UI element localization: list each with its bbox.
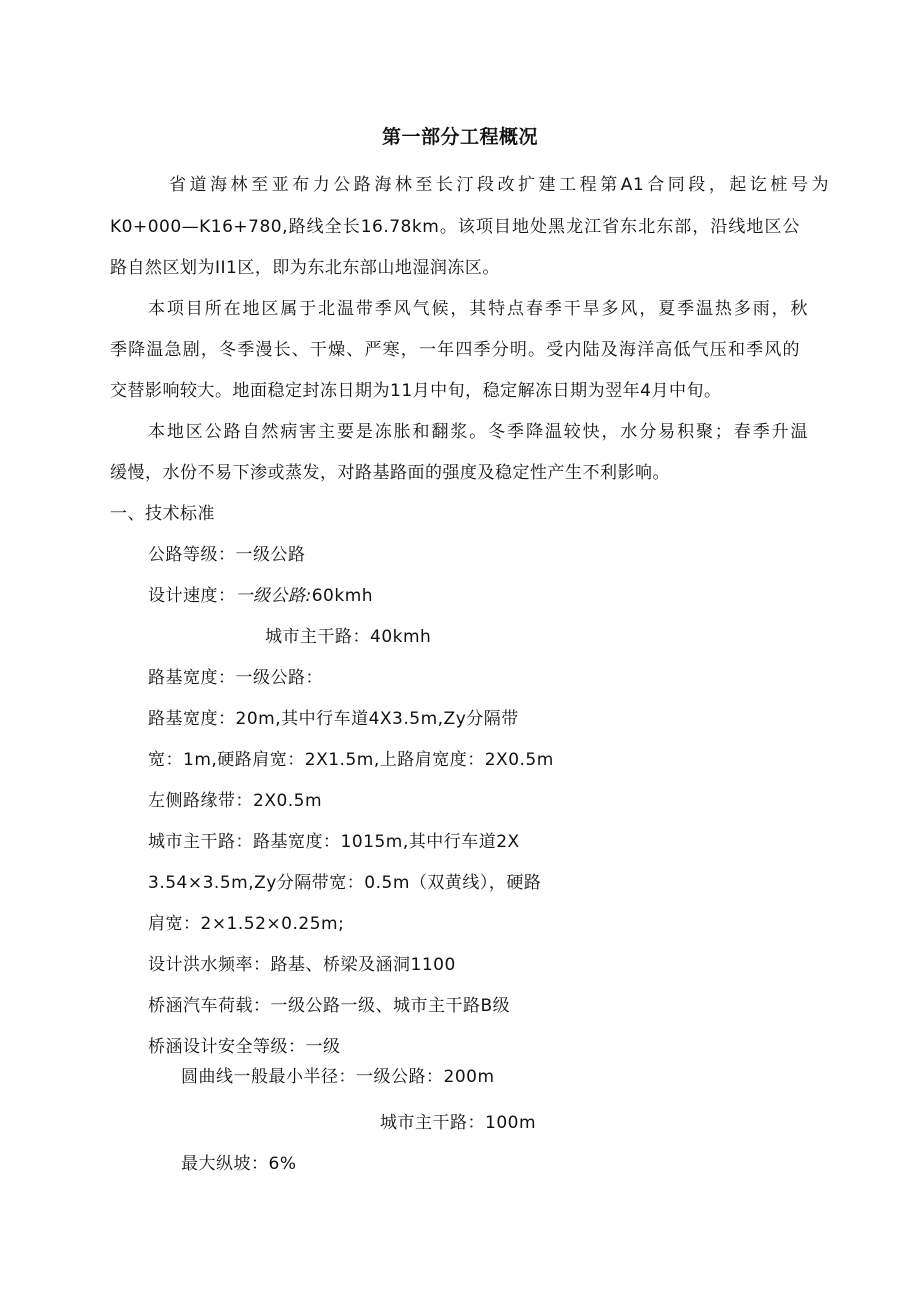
spec-value: 60kmh [311, 586, 374, 606]
spec-max-slope: 最大纵坡：6% [181, 1154, 297, 1174]
paragraph-line: 交替影响较大。地面稳定封冻日期为11月中旬，稳定解冻日期为翌年4月中旬。 [110, 381, 722, 401]
paragraph-line: 缓慢，水份不易下渗或蒸发，对路基路面的强度及稳定性产生不利影响。 [110, 463, 670, 483]
spec-label: 设计速度： [148, 586, 236, 606]
spec-subgrade-width-label: 路基宽度：一级公路： [148, 668, 323, 688]
spec-flood-frequency: 设计洪水频率：路基、桥梁及涵洞1100 [148, 955, 456, 975]
spec-road-grade: 公路等级：一级公路 [148, 545, 306, 565]
page-title: 第一部分工程概况 [381, 126, 538, 148]
spec-italic-text: 一级公路: [235, 586, 312, 606]
spec-vehicle-load: 桥涵汽车荷载：一级公路一级、城市主干路B级 [148, 996, 511, 1016]
paragraph-line: 省道海林至亚布力公路海林至长汀段改扩建工程第A1合同段，起讫桩号为 [169, 175, 829, 195]
paragraph-line: K0+000—K16+780,路线全长16.78km。该项目地处黑龙江省东北东部，沿线地区公 [110, 217, 800, 237]
paragraph-line: 本地区公路自然病害主要是冻胀和翻浆。冬季降温较快，水分易积聚；春季升温 [148, 422, 808, 442]
spec-subgrade-width-line: 左侧路缘带：2X0.5m [148, 791, 323, 811]
spec-subgrade-width-line: 宽：1m,硬路肩宽：2X1.5m,上路肩宽度：2X0.5m [148, 750, 554, 770]
spec-safety-grade: 桥涵设计安全等级：一级 [148, 1037, 341, 1057]
spec-curve-radius: 圆曲线一般最小半径：一级公路：200m [181, 1067, 495, 1087]
spec-curve-radius-city: 城市主干路：100m [380, 1113, 537, 1133]
paragraph-line: 本项目所在地区属于北温带季风气候，其特点春季干旱多风，夏季温热多雨，秋 [148, 299, 808, 319]
spec-city-road-line: 城市主干路：路基宽度：1015m,其中行车道2X [148, 832, 520, 852]
spec-city-road-line: 3.54×3.5m,Zy分隔带宽：0.5m（双黄线），硬路 [148, 873, 542, 893]
section-heading: 一、技术标准 [110, 504, 215, 524]
spec-design-speed [148, 585, 373, 607]
spec-subgrade-width-line: 路基宽度：20m,其中行车道4X3.5m,Zy分隔带 [148, 709, 519, 729]
paragraph-line: 路自然区划为II1区，即为东北东部山地湿润冻区。 [110, 258, 500, 278]
spec-city-road-line: 肩宽：2×1.52×0.25m; [148, 914, 345, 934]
spec-design-speed-city: 城市主干路：40kmh [265, 627, 432, 647]
paragraph-line: 季降温急剧，冬季漫长、干燥、严寒，一年四季分明。受内陆及海洋高低气压和季风的 [110, 340, 800, 360]
